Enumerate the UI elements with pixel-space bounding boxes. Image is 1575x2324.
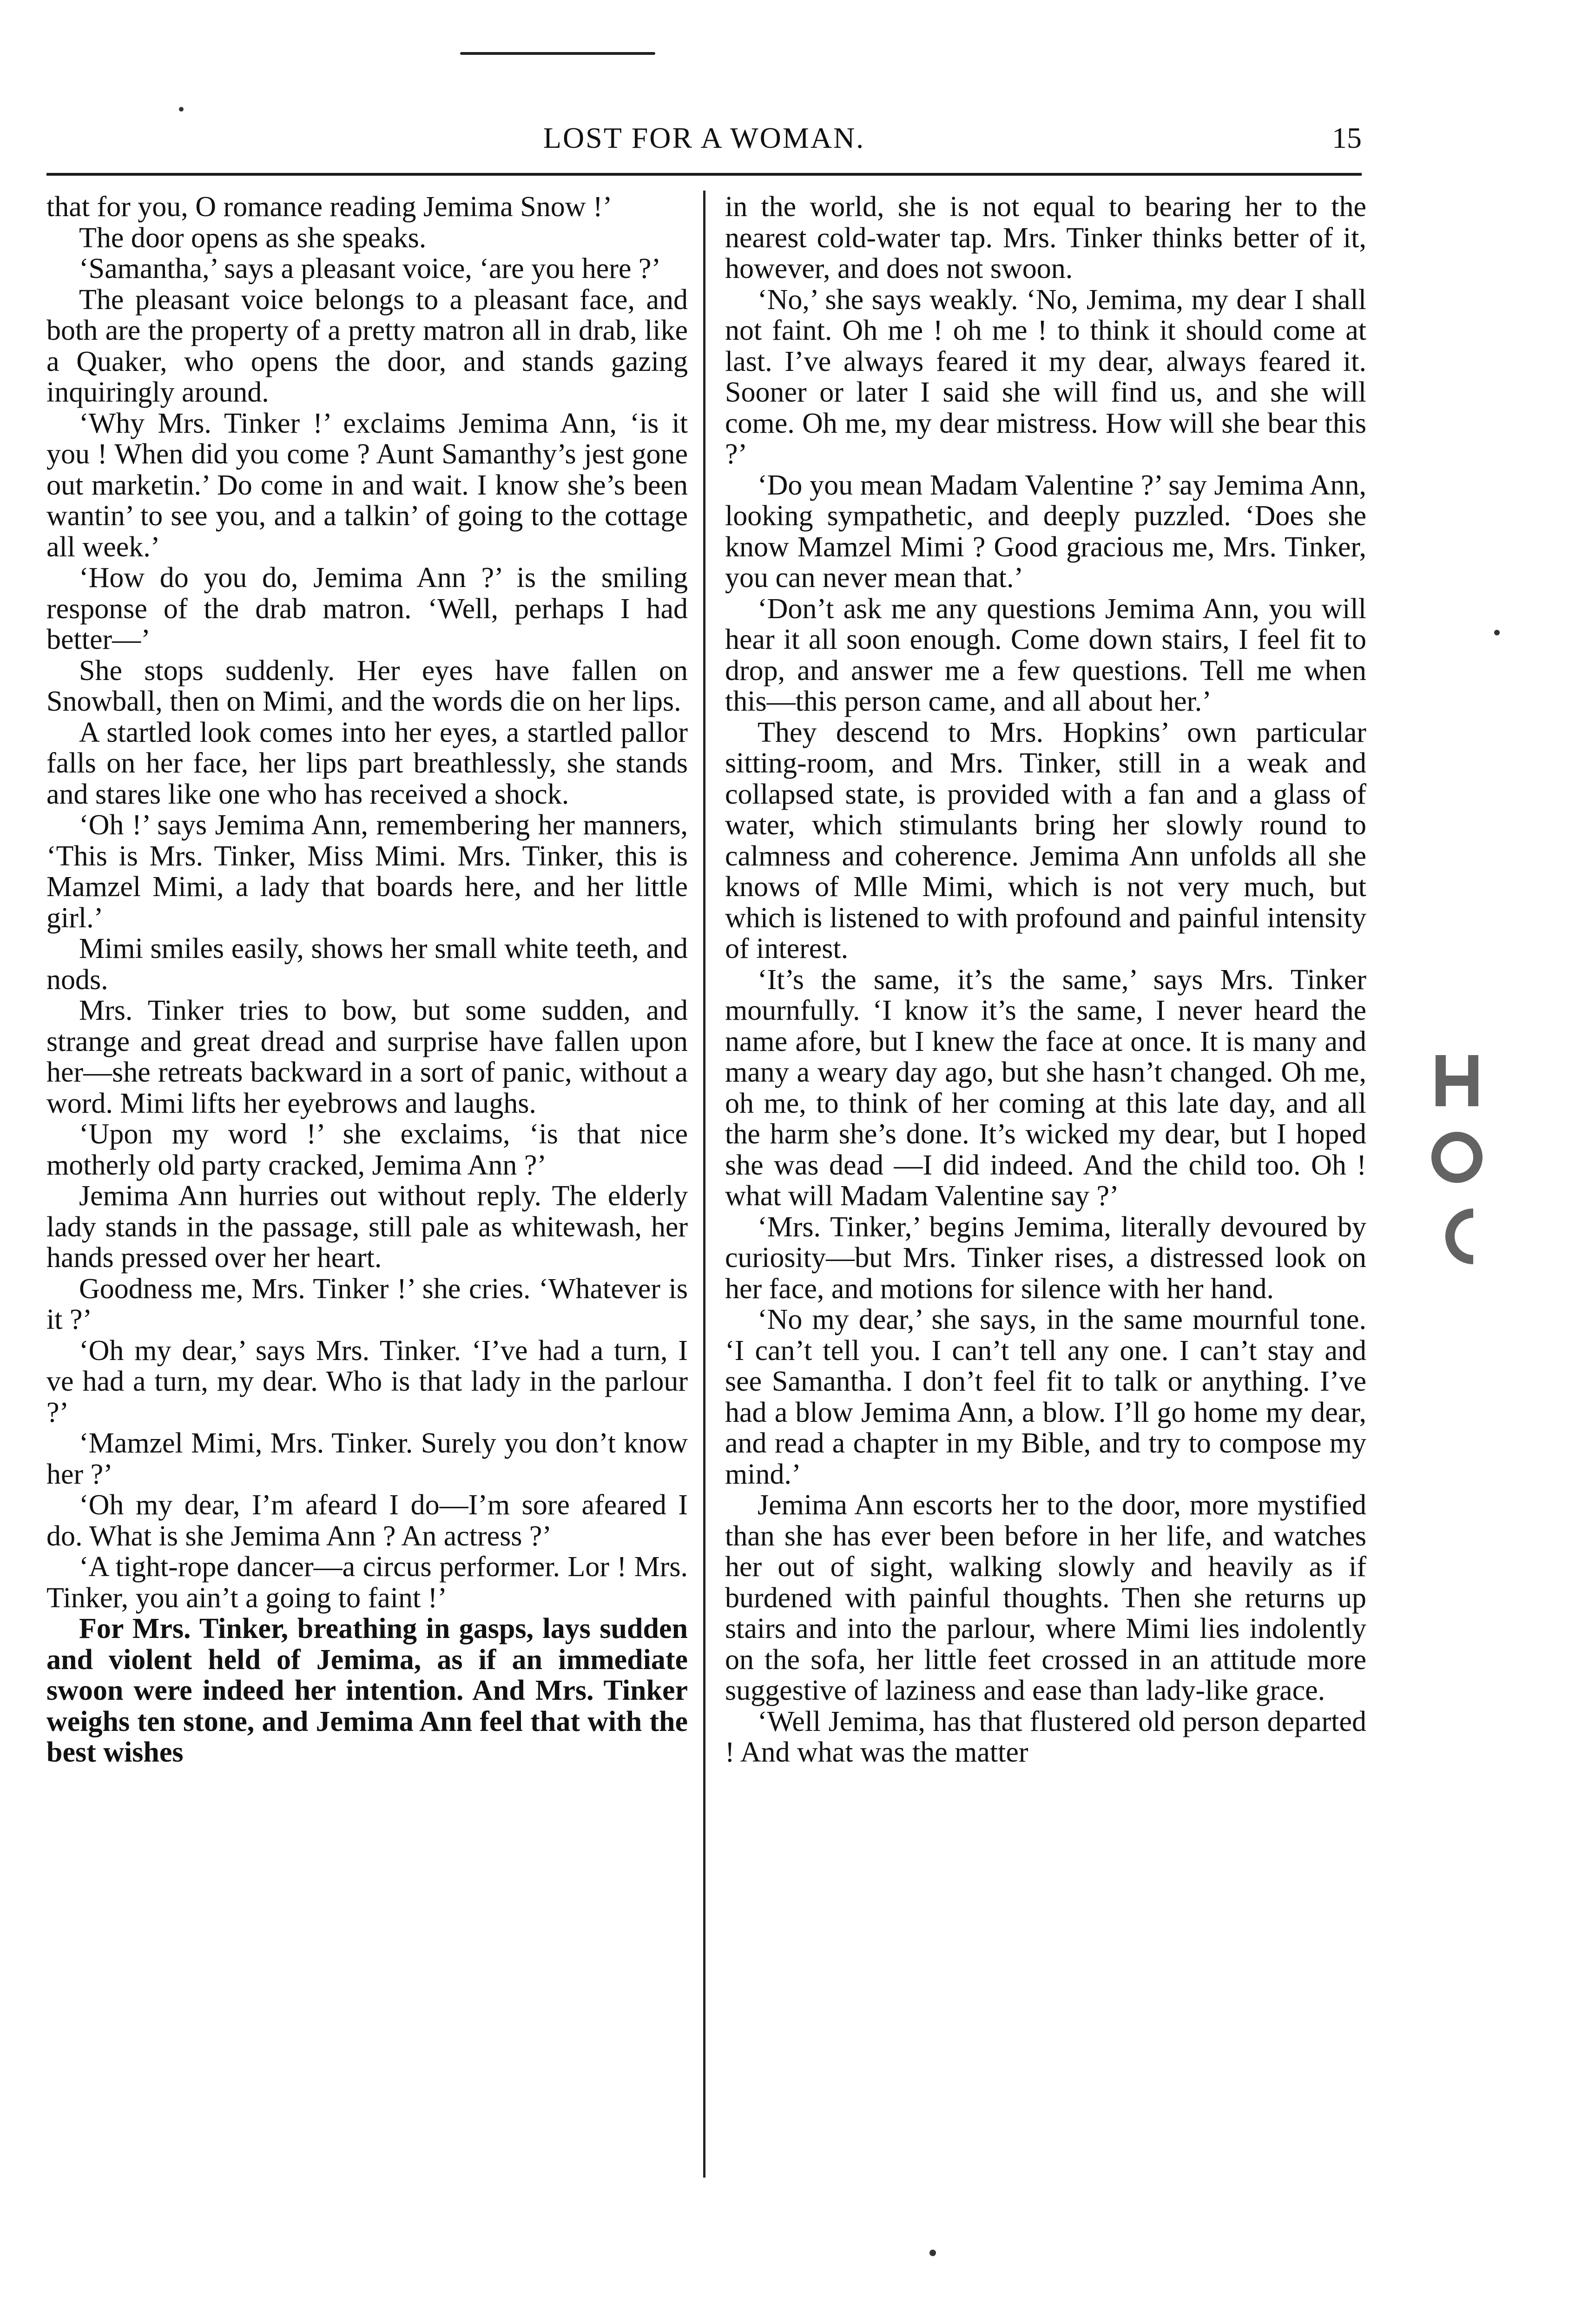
- paragraph: They descend to Mrs. Hopkins’ own particular sitting-room, and Mrs. Tinker, still in a weak and collapsed state, is provided with a fan and a glass of water, which stimulants bring her slowly round to calmness and coherence. Jemima Ann unfolds all she knows of Mlle Mimi, which is not very much, but which is listened to with profound and painful intensity of interest.: [725, 716, 1366, 964]
- paragraph: ‘Why Mrs. Tinker !’ exclaims Jemima Ann, ‘is it you ! When did you come ? Aunt Samanthy’s jest gone out marketin.’ Do come in and wait. I know she’s been wantin’ to see you, and a talkin’ of going to the cottage all week.’: [46, 407, 688, 563]
- paragraph: ‘Oh my dear,’ says Mrs. Tinker. ‘I’ve had a turn, I ve had a turn, my dear. Who is that lady in the parlour ?’: [46, 1334, 688, 1428]
- header-rule: [46, 173, 1362, 176]
- paragraph: ‘Oh !’ says Jemima Ann, remembering her manners, ‘This is Mrs. Tinker, Miss Mimi. Mrs. Tinker, this is Mamzel Mimi, a lady that boards here, and her little girl.’: [46, 809, 688, 934]
- paper-speck: [179, 107, 184, 112]
- paragraph: ‘Samantha,’ says a pleasant voice, ‘are you here ?’: [79, 253, 661, 284]
- running-title: LOST FOR A WOMAN.: [543, 121, 865, 154]
- paragraph: ‘Do you mean Madam Valentine ?’ say Jemima Ann, looking sympathetic, and deeply puzzled. ‘Does she know Mamzel Mimi ? Good gracious me, Mrs. Tinker, you can never mean that.’: [725, 469, 1366, 594]
- paragraph: Goodness me, Mrs. Tinker !’ she cries. ‘Whatever is it ?’: [46, 1273, 688, 1335]
- paragraph: ‘Well Jemima, has that flustered old person departed ! And what was the matter: [725, 1705, 1366, 1768]
- paragraph: ‘A tight-rope dancer—a circus performer. Lor ! Mrs. Tinker, you ain’t a going to faint !’: [46, 1551, 688, 1614]
- paragraph: ‘Oh my dear, I’m afeard I do—I’m sore afeared I do. What is she Jemima Ann ? An actress ?’: [46, 1489, 688, 1552]
- paragraph: ‘No my dear,’ she says, in the same mournful tone. ‘I can’t tell you. I can’t tell any one. I can’t stay and see Samantha. I don’t feel fit to talk or anything. I’ve had a blow Jemima Ann, a blow. I’ll go home my dear, and read a chapter in my Bible, and try to compose my mind.’: [725, 1304, 1366, 1490]
- paragraph: Mrs. Tinker tries to bow, but some sudden, and strange and great dread and surprise have fallen upon her—she retreats backward in a sort of panic, without a word. Mimi lifts her eyebrows and laughs.: [46, 995, 688, 1119]
- paragraph: in the world, she is not equal to bearing her to the nearest cold-water tap. Mrs. Tinker thinks better of it, however, and does not swoon.: [725, 191, 1366, 284]
- paragraph: A startled look comes into her eyes, a startled pallor falls on her face, her lips part breathlessly, she stands and stares like one who has received a shock.: [46, 716, 688, 810]
- paragraph: ‘Mrs. Tinker,’ begins Jemima, literally devoured by curiosity—but Mrs. Tinker rises, a distressed look on her face, and motions for silence with her hand.: [725, 1211, 1366, 1305]
- paragraph: For Mrs. Tinker, breathing in gasps, lays sudden and violent held of Jemima, as if an immediate swoon were indeed her intention. And Mrs. Tinker weighs ten stone, and Jemima Ann feel that with the best wishes: [46, 1613, 688, 1768]
- margin-stamp-mark: [1422, 1046, 1487, 1287]
- paragraph: Mimi smiles easily, shows her small white teeth, and nods.: [46, 933, 688, 996]
- page-number: 15: [1332, 121, 1362, 154]
- right-column: [725, 191, 1366, 2181]
- paragraph: She stops suddenly. Her eyes have fallen on Snowball, then on Mimi, and the words die on her lips.: [46, 654, 688, 717]
- paragraph: The pleasant voice belongs to a pleasant face, and both are the property of a pretty matron all in drab, like a Quaker, who opens the door, and stands gazing inquiringly around.: [46, 284, 688, 408]
- paragraph: ‘It’s the same, it’s the same,’ says Mrs. Tinker mournfully. ‘I know it’s the same, I never heard the name afore, but I knew the face at once. It is many and many a weary day ago, but she hasn’t changed. Oh me, oh me, to think of her coming at this late day, and all the harm she’s done. It’s wicked my dear, but I hoped she was dead —I did indeed. And the child too. Oh ! what will Madam Valentine say ?’: [725, 964, 1366, 1212]
- paragraph: Jemima Ann escorts her to the door, more mystified than she has ever been before in her life, and watches her out of sight, walking slowly and heavily as if burdened with painful thoughts. Then she returns up stairs and into the parlour, where Mimi lies indolently on the sofa, her little feet crossed in an attitude more suggestive of laziness and ease than lady-like grace.: [725, 1489, 1366, 1706]
- paragraph: ‘How do you do, Jemima Ann ?’ is the smiling response of the drab matron. ‘Well, perhaps I had better—’: [46, 562, 688, 655]
- left-column: [46, 191, 688, 2181]
- paragraph: Jemima Ann hurries out without reply. The elderly lady stands in the passage, still pale as whitewash, her hands pressed over her heart.: [46, 1180, 688, 1274]
- paper-speck: [929, 2250, 936, 2256]
- paper-speck: [1494, 630, 1500, 635]
- paragraph: ‘Mamzel Mimi, Mrs. Tinker. Surely you don’t know her ?’: [46, 1427, 688, 1490]
- page-header: [46, 121, 1362, 163]
- paragraph: ‘Upon my word !’ she exclaims, ‘is that nice motherly old party cracked, Jemima Ann ?’: [46, 1118, 688, 1181]
- paragraph: ‘No,’ she says weakly. ‘No, Jemima, my dear I shall not faint. Oh me ! oh me ! to think it should come at last. I’ve always feared it my dear, always feared it. Sooner or later I said she will find us, and she will come. Oh me, my dear mistress. How will she bear this ?’: [725, 284, 1366, 470]
- top-ornament-rule: [460, 52, 655, 55]
- paragraph: The door opens as she speaks.: [79, 222, 427, 254]
- column-divider: [703, 191, 705, 2178]
- paragraph: ‘Don’t ask me any questions Jemima Ann, you will hear it all soon enough. Come down stairs, I feel fit to drop, and answer me a few questions. Tell me when this—this person came, and all about her.’: [725, 593, 1366, 717]
- paragraph: that for you, O romance reading Jemima Snow !’: [46, 191, 613, 223]
